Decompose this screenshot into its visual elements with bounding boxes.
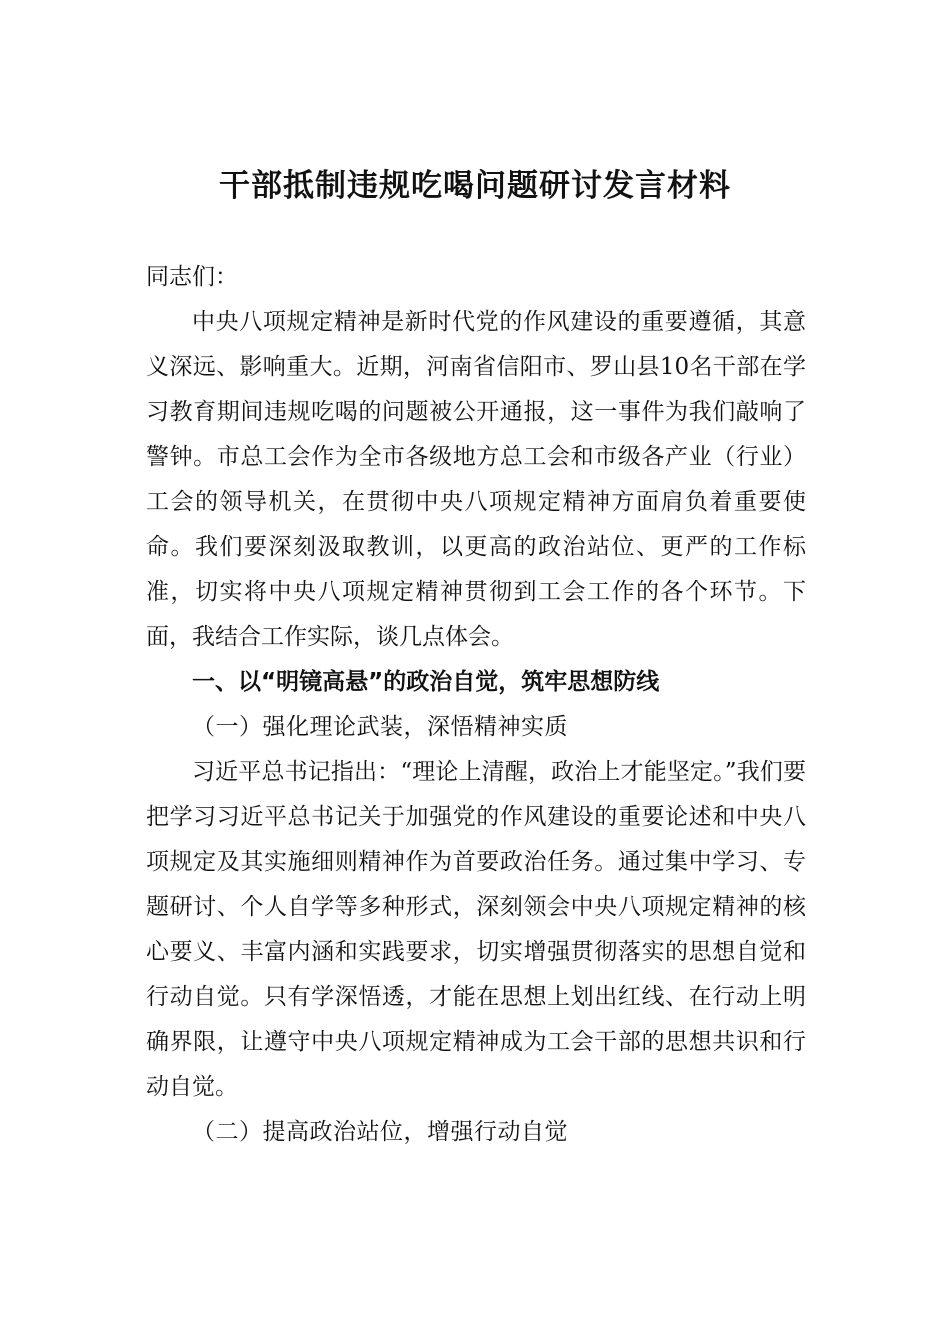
subsection-1-heading: （一）强化理论武装，深悟精神实质 (192, 714, 568, 740)
document-body (146, 255, 806, 1155)
document-title: 干部抵制违规吃喝问题研讨发言材料 (219, 168, 731, 204)
intro-paragraph: 中央八项规定精神是新时代党的作风建设的重要遵循，其意义深远、影响重大。近期，河南省信阳市、罗山县10名干部在学习教育期间违规吃喝的问题被公开通报，这一事件为我们敲响了警钟。市总工会作为全市各级地方总工会和市级各产业（行业）工会的领导机关，在贯彻中央八项规定精神方面肩负着重要使命。我们要深刻汲取教训，以更高的政治站位、更严的工作标准，切实将中央八项规定精神贯彻到工会工作的各个环节。下面，我结合工作实际，谈几点体会。 (146, 309, 806, 650)
subsection-1-paragraph: 习近平总书记指出：“理论上清醒，政治上才能坚定。”我们要把学习习近平总书记关于加强党的作风建设的重要论述和中央八项规定及其实施细则精神作为首要政治任务。通过集中学习、专题研讨、个人自学等多种形式，深刻领会中央八项规定精神的核心要义、丰富内涵和实践要求，切实增强贯彻落实的思想自觉和行动自觉。只有学深悟透，才能在思想上划出红线、在行动上明确界限，让遵守中央八项规定精神成为工会干部的思想共识和行动自觉。 (146, 759, 806, 1100)
section-1-heading: 一、以“明镜高悬”的政治自觉，筑牢思想防线 (192, 669, 660, 695)
subsection-2-heading: （二）提高政治站位，增强行动自觉 (192, 1119, 568, 1145)
salutation: 同志们： (146, 264, 238, 290)
